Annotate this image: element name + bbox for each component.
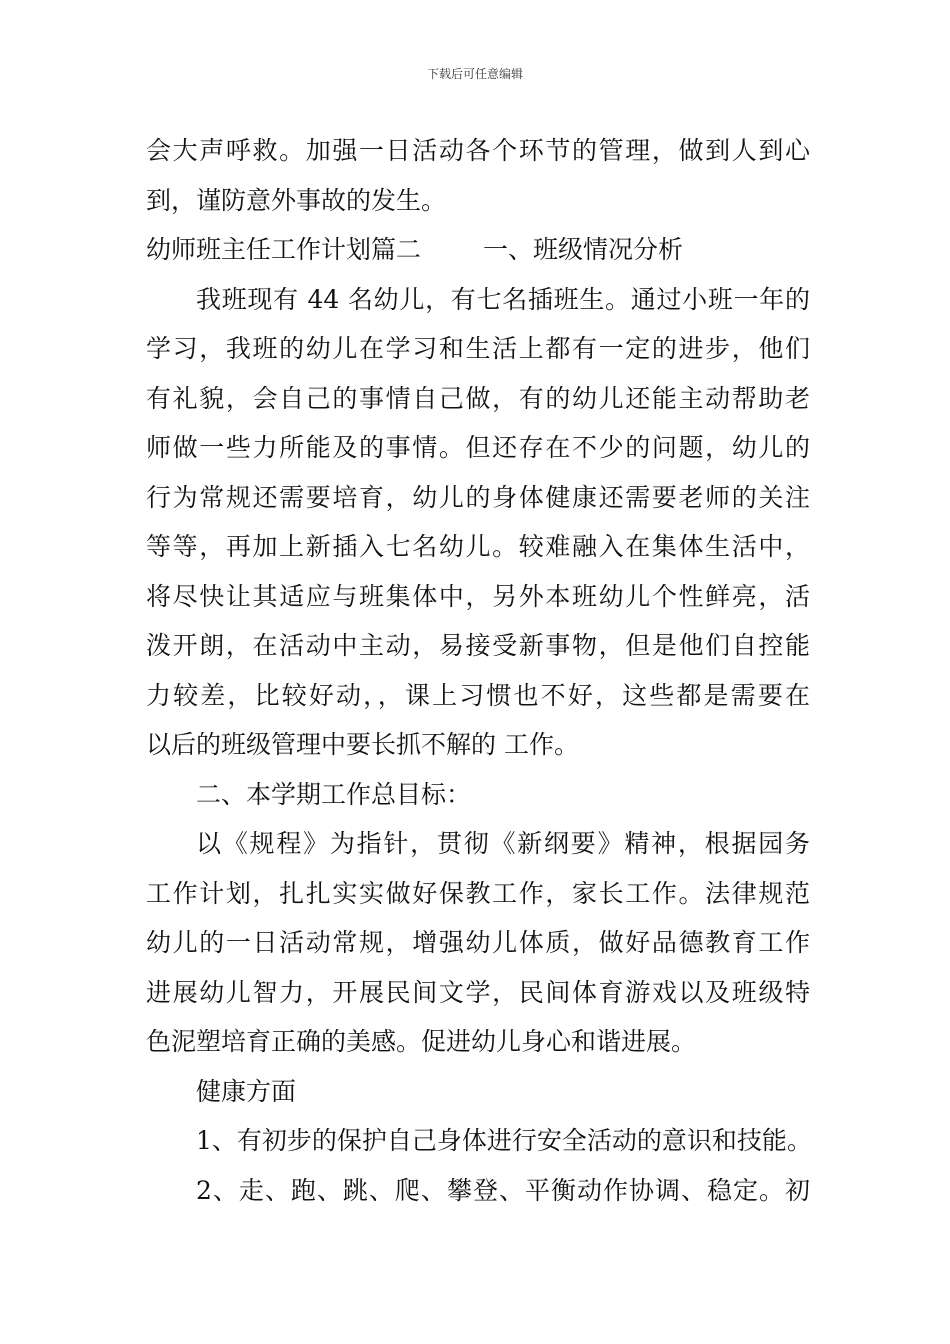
text-line: 学习，我班的幼儿在学习和生活上都有一定的进步，他们 xyxy=(146,334,810,363)
document-body xyxy=(146,126,810,1215)
section-heading: 二、本学期工作总目标： xyxy=(196,779,472,809)
subsection-heading: 健康方面 xyxy=(196,1076,297,1106)
text-line: 进展幼儿智力，开展民间文学，民间体育游戏以及班级特 xyxy=(146,977,810,1007)
text-line: 色泥塑培育正确的美感。促进幼儿身心和谐进展。 xyxy=(146,1027,697,1056)
page-header: 下载后可任意编辑 xyxy=(426,67,523,81)
paragraph-first-line: 我班现有 44 名幼儿，有七名插班生。通过小班一年的 xyxy=(196,284,810,314)
text-line: 等等，再加上新插入七名幼儿。较难融入在集体生活中， xyxy=(146,532,810,561)
text-line: 力较差，比较好动，，课上习惯也不好，这些都是需要在 xyxy=(146,680,810,710)
text-line: 工作计划，扎扎实实做好保教工作，家长工作。法律规范 xyxy=(146,878,810,908)
paragraph-first-line: 以《规程》为指针，贯彻《新纲要》精神，根据园务 xyxy=(196,829,810,858)
text-line: 有礼貌，会自己的事情自己做，有的幼儿还能主动帮助老 xyxy=(146,383,810,413)
list-item: 2、走、跑、跳、爬、攀登、平衡动作协调、稳定。初 xyxy=(196,1175,810,1205)
text-line: 幼儿的一日活动常规，增强幼儿体质，做好品德教育工作 xyxy=(146,928,810,957)
text-line: 会大声呼救。加强一日活动各个环节的管理，做到人到心 xyxy=(146,136,810,165)
section-heading: 一、班级情况分析 xyxy=(483,235,684,264)
text-line: 泼开朗，在活动中主动，易接受新事物，但是他们自控能 xyxy=(146,631,810,660)
text-line: 到，谨防意外事故的发生。 xyxy=(146,185,447,215)
list-item: 1、有初步的保护自己身体进行安全活动的意识和技能。 xyxy=(196,1126,812,1155)
article-title: 幼师班主任工作计划篇二 xyxy=(146,235,422,264)
text-line: 师做一些力所能及的事情。但还存在不少的问题，幼儿的 xyxy=(146,433,810,462)
text-line: 以后的班级管理中要长抓不解的 工作。 xyxy=(146,730,579,759)
text-line: 将尽快让其适应与班集体中，另外本班幼儿个性鲜亮，活 xyxy=(146,581,810,611)
text-line: 行为常规还需要培育，幼儿的身体健康还需要老师的关注 xyxy=(146,482,810,512)
section-heading-line xyxy=(146,225,810,275)
